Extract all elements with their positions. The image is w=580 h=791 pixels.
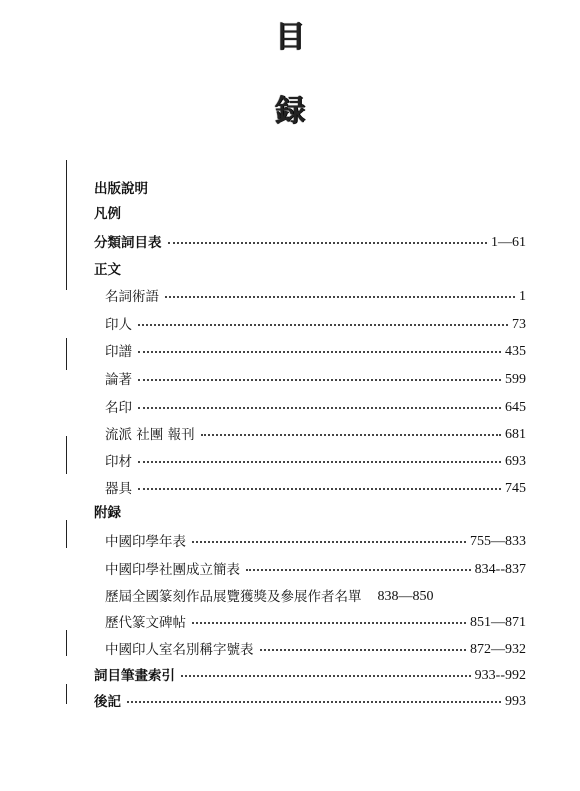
toc-page: 872—932 (470, 642, 526, 657)
toc-label: 名印 (105, 400, 132, 416)
toc-entry[interactable] (105, 338, 526, 360)
leader-dots (138, 324, 508, 326)
leader-dots (192, 622, 466, 624)
leader-dots (127, 701, 501, 703)
toc-entry-postscript[interactable] (94, 688, 526, 710)
toc-page: 834--837 (474, 562, 526, 577)
toc-label: 正文 (94, 262, 121, 278)
toc-heading-appendix[interactable] (94, 499, 121, 521)
toc-label: 歷屆全國篆刻作品展覽獲獎及參展作者名單 (105, 589, 362, 605)
leader-dots (138, 351, 501, 353)
toc-label: 流派 社團 報刊 (105, 427, 195, 443)
leader-dots (138, 407, 501, 409)
toc-page: 681 (505, 427, 526, 442)
toc-page: 838—850 (377, 589, 434, 604)
toc-label: 凡例 (94, 206, 121, 222)
toc-entry[interactable] (105, 394, 526, 416)
leader-dots (138, 461, 501, 463)
toc-page: 993 (505, 694, 526, 709)
toc-entry[interactable] (105, 528, 526, 550)
toc-entry[interactable] (105, 636, 526, 658)
toc-entry[interactable] (105, 475, 526, 497)
toc-label: 印材 (105, 454, 132, 470)
toc-page: 645 (505, 400, 526, 415)
toc-entry[interactable] (105, 311, 526, 333)
toc-page: 745 (505, 481, 526, 496)
leader-dots (201, 434, 501, 436)
toc-entry-publication-note[interactable] (94, 175, 148, 197)
toc-page: 435 (505, 344, 526, 359)
toc-label: 印譜 (105, 344, 132, 360)
toc-entry[interactable] (105, 421, 526, 443)
toc-label: 中國印人室名別稱字號表 (105, 642, 254, 658)
leader-dots (246, 569, 471, 571)
toc-label: 名詞術語 (105, 289, 159, 305)
toc-label: 中國印學社團成立簡表 (105, 562, 240, 578)
toc-page: 1 (519, 289, 526, 304)
leader-dots (138, 488, 501, 490)
toc-label: 器具 (105, 481, 132, 497)
toc-entry-classified-index[interactable] (94, 229, 526, 251)
toc-entry[interactable] (105, 583, 526, 605)
toc-label: 詞目筆畫索引 (94, 668, 175, 684)
toc-label: 印人 (105, 317, 132, 333)
toc-page: 1—61 (491, 235, 526, 250)
toc-entry[interactable] (105, 366, 526, 388)
toc-label: 出版說明 (94, 181, 148, 197)
leader-dots (181, 675, 471, 677)
leader-dots (192, 541, 466, 543)
toc-label: 分類詞目表 (94, 235, 162, 251)
toc-entry[interactable] (105, 609, 526, 631)
toc-entry[interactable] (105, 556, 526, 578)
leader-dots (168, 242, 488, 244)
title-char-lu: 録 (275, 94, 305, 129)
toc-page: 755—833 (470, 534, 526, 549)
toc-heading-main-text[interactable] (94, 256, 121, 278)
leader-dots (138, 379, 501, 381)
toc-page: 599 (505, 372, 526, 387)
toc-label: 論著 (105, 372, 132, 388)
leader-dots (260, 649, 467, 651)
toc-label: 歷代篆文碑帖 (105, 615, 186, 631)
leader-dots (165, 296, 515, 298)
toc-label: 中國印學年表 (105, 534, 186, 550)
toc-page: 933--992 (474, 668, 526, 683)
toc-label: 後記 (94, 694, 121, 710)
toc-page: 693 (505, 454, 526, 469)
toc-page: 73 (512, 317, 526, 332)
toc-entry-guide[interactable] (94, 200, 121, 222)
toc-label: 附録 (94, 505, 121, 521)
toc-entry[interactable] (105, 448, 526, 470)
toc-page: 851—871 (470, 615, 526, 630)
toc-entry[interactable] (105, 283, 526, 305)
toc-entry-stroke-index[interactable] (94, 662, 526, 684)
title-char-mu: 目 (275, 20, 305, 55)
